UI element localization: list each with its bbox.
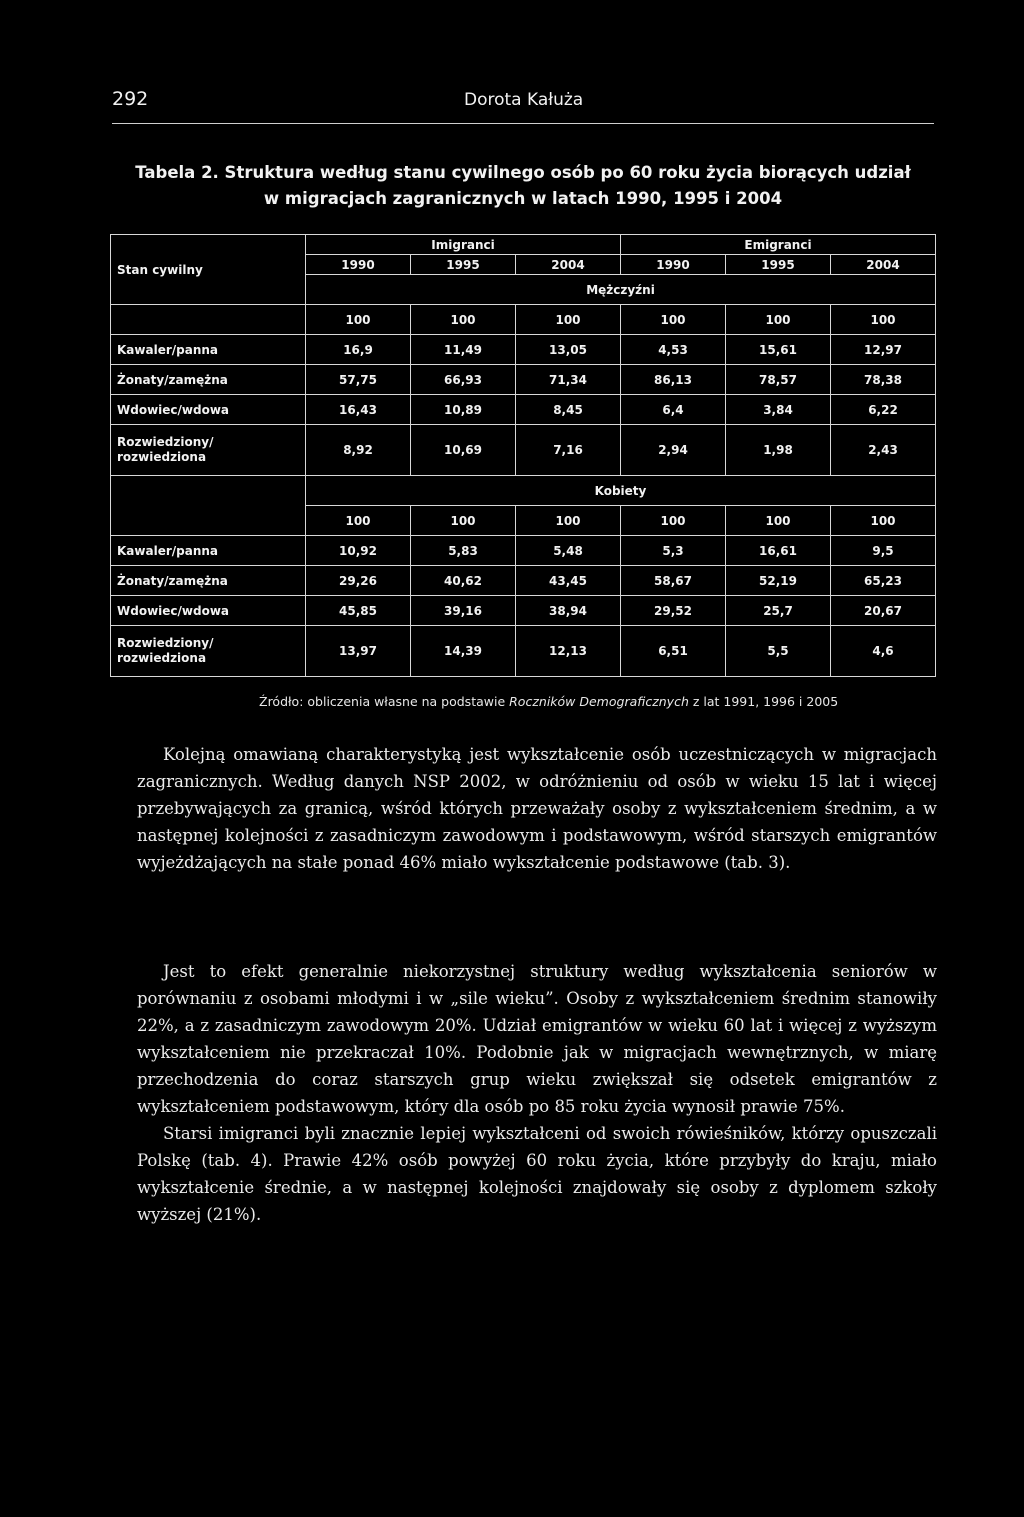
value-cell: 39,16 xyxy=(411,596,516,626)
row-label xyxy=(111,425,306,476)
total-cell: 100 xyxy=(621,506,726,536)
value-cell: 10,69 xyxy=(411,425,516,476)
year-header: 1995 xyxy=(411,255,516,275)
value-cell: 66,93 xyxy=(411,365,516,395)
value-cell: 40,62 xyxy=(411,566,516,596)
value-cell: 14,39 xyxy=(411,626,516,677)
value-cell: 4,6 xyxy=(831,626,936,677)
table-row xyxy=(111,365,936,395)
source-italic: Roczników Demograficznych xyxy=(509,694,689,709)
value-cell: 11,49 xyxy=(411,335,516,365)
value-cell: 78,38 xyxy=(831,365,936,395)
value-cell: 15,61 xyxy=(726,335,831,365)
table-row xyxy=(111,335,936,365)
total-cell: 100 xyxy=(621,305,726,335)
table-row xyxy=(111,566,936,596)
value-cell: 16,43 xyxy=(306,395,411,425)
caption-line-2: w migracjach zagranicznych w latach 1990, 1995 i 2004 xyxy=(263,189,783,208)
table-row xyxy=(111,536,936,566)
value-cell: 71,34 xyxy=(516,365,621,395)
total-cell: 100 xyxy=(306,305,411,335)
row-label: Żonaty/zamężna xyxy=(111,566,306,596)
total-cell: 100 xyxy=(411,506,516,536)
total-cell: 100 xyxy=(831,305,936,335)
value-cell: 5,5 xyxy=(726,626,831,677)
value-cell: 10,92 xyxy=(306,536,411,566)
value-cell: 8,45 xyxy=(516,395,621,425)
source-suffix: z lat 1991, 1996 i 2005 xyxy=(688,694,839,709)
value-cell: 7,16 xyxy=(516,425,621,476)
blank-cell xyxy=(111,305,306,335)
source-prefix: Źródło: obliczenia własne na podstawie xyxy=(259,694,510,709)
value-cell: 57,75 xyxy=(306,365,411,395)
running-head: Dorota Kałuża xyxy=(464,90,584,110)
table-row xyxy=(111,626,936,677)
value-cell: 45,85 xyxy=(306,596,411,626)
value-cell: 10,89 xyxy=(411,395,516,425)
row-label: Wdowiec/wdowa xyxy=(111,395,306,425)
row-label: Żonaty/zamężna xyxy=(111,365,306,395)
page-number: 292 xyxy=(112,88,149,110)
row-label xyxy=(111,626,306,677)
year-header: 1990 xyxy=(621,255,726,275)
row-label-line-2: rozwiedziona xyxy=(117,450,207,464)
row-label: Kawaler/panna xyxy=(111,335,306,365)
paragraph: Kolejną omawianą charakterystyką jest wykształcenie osób uczestniczących w migracjach zagranicznych. Według danych NSP 2002, w odróżnieniu od osób w wieku 15 lat i więcej przebywających za granicą, wśród których przeważały osoby z wykształceniem średnim, a w następnej kolejności z zasadniczym zawodowym i podstawowym, wśród starszych emigrantów wyjeżdżających na stałe ponad 46% miało wykształcenie podstawowe (tab. 3). xyxy=(137,745,937,872)
value-cell: 29,26 xyxy=(306,566,411,596)
value-cell: 20,67 xyxy=(831,596,936,626)
value-cell: 38,94 xyxy=(516,596,621,626)
year-header: 1995 xyxy=(726,255,831,275)
row-label: Wdowiec/wdowa xyxy=(111,596,306,626)
value-cell: 25,7 xyxy=(726,596,831,626)
paragraph: Jest to efekt generalnie niekorzystnej struktury według wykształcenia seniorów w porównaniu z osobami młodymi i w „sile wieku”. Osoby z wykształceniem średnim stanowiły 22%, a z zasadniczym zawodowym 20%. Udział emigrantów w wieku 60 lat i więcej z wyższym wykształceniem nie przekraczał 10%. Podobnie jak w migracjach wewnętrznych, w miarę przechodzenia do coraz starszych grup wieku zwiększał się odsetek emigrantów z wykształceniem podstawowym, który dla osób po 85 roku życia wynosił prawie 75%. xyxy=(137,962,937,1116)
year-header: 2004 xyxy=(831,255,936,275)
body-paragraphs-2-3 xyxy=(137,958,937,1228)
value-cell: 3,84 xyxy=(726,395,831,425)
value-cell: 2,43 xyxy=(831,425,936,476)
row-label: Kawaler/panna xyxy=(111,536,306,566)
value-cell: 9,5 xyxy=(831,536,936,566)
group-imigranci: Imigranci xyxy=(306,235,621,255)
value-cell: 16,61 xyxy=(726,536,831,566)
total-cell: 100 xyxy=(726,506,831,536)
row-label-line-1: Rozwiedziony/ xyxy=(117,435,214,449)
stan-cywilny-header: Stan cywilny xyxy=(111,235,306,305)
value-cell: 6,4 xyxy=(621,395,726,425)
value-cell: 65,23 xyxy=(831,566,936,596)
value-cell: 12,97 xyxy=(831,335,936,365)
value-cell: 5,3 xyxy=(621,536,726,566)
total-cell: 100 xyxy=(516,506,621,536)
row-label-line-2: rozwiedziona xyxy=(117,651,207,665)
table-row xyxy=(111,395,936,425)
table-row xyxy=(111,596,936,626)
value-cell: 5,83 xyxy=(411,536,516,566)
row-label-line-1: Rozwiedziony/ xyxy=(117,636,214,650)
value-cell: 43,45 xyxy=(516,566,621,596)
source-note xyxy=(259,694,959,709)
value-cell: 29,52 xyxy=(621,596,726,626)
value-cell: 13,97 xyxy=(306,626,411,677)
men-section-header: Mężczyźni xyxy=(306,275,936,305)
value-cell: 6,22 xyxy=(831,395,936,425)
value-cell: 4,53 xyxy=(621,335,726,365)
group-emigranci: Emigranci xyxy=(621,235,936,255)
value-cell: 13,05 xyxy=(516,335,621,365)
blank-cell xyxy=(111,476,306,536)
total-cell: 100 xyxy=(726,305,831,335)
total-cell: 100 xyxy=(516,305,621,335)
year-header: 2004 xyxy=(516,255,621,275)
table-row xyxy=(111,425,936,476)
header-rule xyxy=(112,123,934,124)
total-cell: 100 xyxy=(411,305,516,335)
value-cell: 6,51 xyxy=(621,626,726,677)
marital-status-table xyxy=(110,234,936,677)
value-cell: 52,19 xyxy=(726,566,831,596)
value-cell: 1,98 xyxy=(726,425,831,476)
value-cell: 86,13 xyxy=(621,365,726,395)
value-cell: 58,67 xyxy=(621,566,726,596)
value-cell: 2,94 xyxy=(621,425,726,476)
page-header xyxy=(112,88,934,118)
caption-line-1: Tabela 2. Struktura według stanu cywilnego osób po 60 roku życia biorących udział xyxy=(135,163,911,182)
value-cell: 16,9 xyxy=(306,335,411,365)
value-cell: 12,13 xyxy=(516,626,621,677)
body-paragraph-1 xyxy=(137,741,937,876)
total-cell: 100 xyxy=(831,506,936,536)
value-cell: 5,48 xyxy=(516,536,621,566)
year-header: 1990 xyxy=(306,255,411,275)
table-caption xyxy=(112,160,934,212)
value-cell: 8,92 xyxy=(306,425,411,476)
value-cell: 78,57 xyxy=(726,365,831,395)
total-cell: 100 xyxy=(306,506,411,536)
paragraph: Starsi imigranci byli znacznie lepiej wykształceni od swoich rówieśników, którzy opuszczali Polskę (tab. 4). Prawie 42% osób powyżej 60 roku życia, które przybyły do kraju, miało wykształcenie średnie, a w następnej kolejności znajdowały się osoby z dyplomem szkoły wyższej (21%). xyxy=(137,1124,937,1224)
women-section-header: Kobiety xyxy=(306,476,936,506)
